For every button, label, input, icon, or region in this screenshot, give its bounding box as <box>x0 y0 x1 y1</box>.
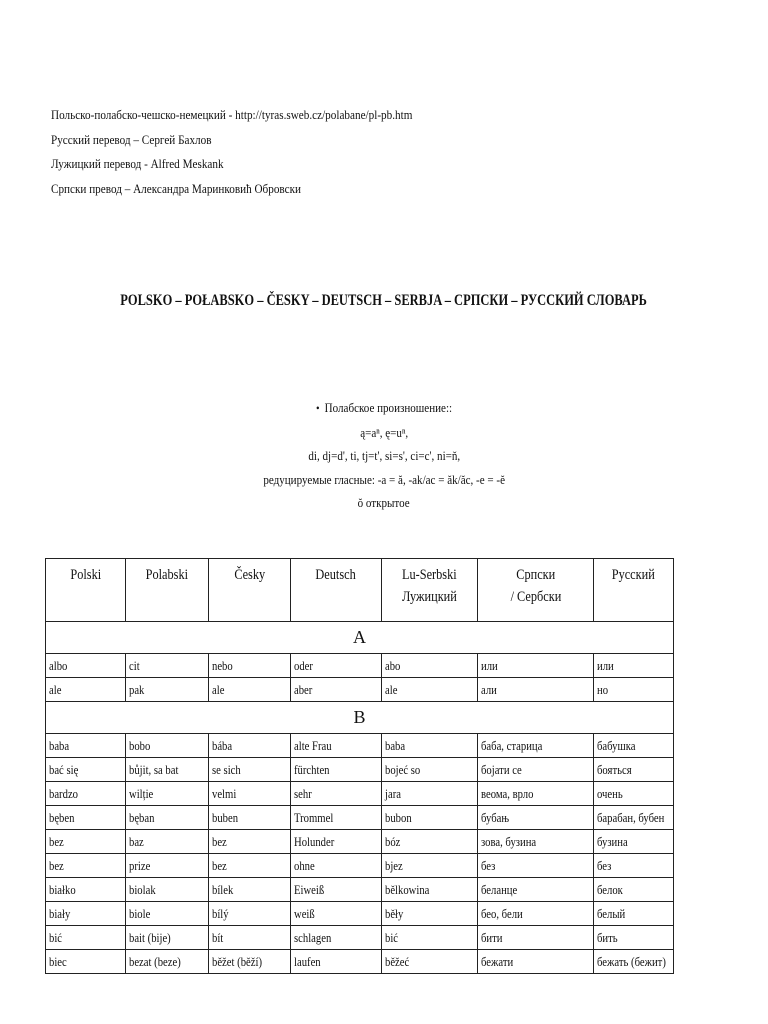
table-cell <box>209 654 291 678</box>
cell-text: бубањ <box>481 810 510 825</box>
table-cell <box>478 902 594 926</box>
table-cell <box>478 950 594 974</box>
table-cell <box>209 758 291 782</box>
cell-text: очень <box>597 786 623 801</box>
cell-text: biolak <box>129 882 156 897</box>
table-cell <box>594 854 674 878</box>
cell-text: бити <box>481 930 503 945</box>
cell-text: laufen <box>294 954 321 969</box>
cell-text: без <box>481 858 496 873</box>
table-cell <box>46 878 126 902</box>
column-header-label: Русский <box>611 567 656 583</box>
table-cell <box>46 854 126 878</box>
table-cell <box>291 902 382 926</box>
table-cell <box>46 654 126 678</box>
cell-text: baz <box>129 834 144 849</box>
cell-text: ale <box>212 682 225 697</box>
cell-text: wilție <box>129 786 154 801</box>
table-cell <box>126 654 209 678</box>
table-cell <box>478 878 594 902</box>
table-cell <box>209 806 291 830</box>
table-cell <box>291 782 382 806</box>
cell-text: bobo <box>129 738 151 753</box>
cell-text: или <box>597 658 614 673</box>
table-cell <box>46 830 126 854</box>
table-cell <box>382 782 478 806</box>
table-cell <box>382 830 478 854</box>
table-cell <box>594 878 674 902</box>
table-row <box>46 654 674 678</box>
table-cell <box>478 782 594 806</box>
cell-text: baba <box>385 738 406 753</box>
cell-text: bílý <box>212 906 229 921</box>
table-cell <box>478 654 594 678</box>
table-cell <box>478 734 594 758</box>
table-cell <box>209 854 291 878</box>
credit-line: Польско-полабско-чешско-немецкий - http://tyras.sweb.cz/polabane/pl-pb.htm <box>51 107 413 122</box>
table-cell <box>126 782 209 806</box>
table-cell <box>126 878 209 902</box>
cell-text: зова, бузина <box>481 834 537 849</box>
cell-text: pak <box>129 682 145 697</box>
column-header-label: Deutsch <box>315 567 357 583</box>
cell-text: bělkowina <box>385 882 430 897</box>
cell-text: weiß <box>294 906 315 921</box>
cell-text: bojeć so <box>385 762 421 777</box>
table-cell <box>46 782 126 806</box>
column-header <box>594 559 674 622</box>
table-cell <box>46 734 126 758</box>
table-cell <box>594 678 674 702</box>
cell-text: baba <box>49 738 70 753</box>
cell-text: bić <box>385 930 399 945</box>
table-cell <box>382 854 478 878</box>
cell-text: барабан, бубен <box>597 810 665 825</box>
table-cell <box>291 806 382 830</box>
cell-text: бежати <box>481 954 514 969</box>
cell-text: бежать (бежит) <box>597 954 666 969</box>
table-cell <box>46 950 126 974</box>
table-cell <box>209 926 291 950</box>
cell-text: biały <box>49 906 71 921</box>
cell-text: biole <box>129 906 151 921</box>
table-cell <box>594 758 674 782</box>
table-cell <box>594 782 674 806</box>
section-letter: B <box>46 702 674 734</box>
table-cell <box>291 678 382 702</box>
table-cell <box>46 902 126 926</box>
table-cell <box>594 734 674 758</box>
cell-text: bardzo <box>49 786 79 801</box>
cell-text: se sich <box>212 762 241 777</box>
cell-text: Eiweiß <box>294 882 325 897</box>
table-cell <box>126 854 209 878</box>
table-cell <box>209 678 291 702</box>
pronunciation-line: ą=aⁿ, ę=uⁿ, <box>360 424 408 440</box>
cell-text: белый <box>597 906 626 921</box>
column-header <box>382 559 478 622</box>
table-row <box>46 902 674 926</box>
table-row <box>46 950 674 974</box>
section-letter-row <box>46 622 674 654</box>
cell-text: bába <box>212 738 233 753</box>
cell-text: бояться <box>597 762 632 777</box>
cell-text: bęban <box>129 810 155 825</box>
table-cell <box>382 950 478 974</box>
cell-text: bez <box>212 858 227 873</box>
cell-text: bait (bije) <box>129 930 171 945</box>
table-cell <box>382 878 478 902</box>
column-header <box>209 559 291 622</box>
cell-text: biec <box>49 954 67 969</box>
bullet-icon: • <box>315 401 320 415</box>
column-header-label: Lu-Serbski <box>402 567 457 583</box>
cell-text: jara <box>385 786 401 801</box>
table-cell <box>126 806 209 830</box>
table-cell <box>594 806 674 830</box>
cell-text: białko <box>49 882 76 897</box>
cell-text: bjez <box>385 858 403 873</box>
cell-text: bubon <box>385 810 412 825</box>
cell-text: sehr <box>294 786 312 801</box>
table-row <box>46 806 674 830</box>
cell-text: Trommel <box>294 810 334 825</box>
pronunciation-notes <box>0 396 768 515</box>
table-cell <box>46 678 126 702</box>
cell-text: беланце <box>481 882 518 897</box>
cell-text: abo <box>385 658 401 673</box>
cell-text: bóz <box>385 834 401 849</box>
table-cell <box>291 854 382 878</box>
table-cell <box>126 902 209 926</box>
table-cell <box>594 950 674 974</box>
table-cell <box>382 902 478 926</box>
table-cell <box>46 926 126 950</box>
table-cell <box>382 678 478 702</box>
cell-text: ale <box>49 682 62 697</box>
cell-text: nebo <box>212 658 233 673</box>
cell-text: бить <box>597 930 618 945</box>
cell-text: bez <box>49 858 64 873</box>
cell-text: běžet (běží) <box>212 954 263 969</box>
table-cell <box>382 926 478 950</box>
table-row <box>46 678 674 702</box>
table-cell <box>382 734 478 758</box>
table-row <box>46 830 674 854</box>
credit-line: Српски превод – Александра Маринковић Обровски <box>51 180 302 196</box>
table-cell <box>126 678 209 702</box>
column-header-label: Polski <box>70 567 101 583</box>
column-header <box>478 559 594 622</box>
cell-text: веома, врло <box>481 786 534 801</box>
cell-text: buben <box>212 810 239 825</box>
table-cell <box>594 830 674 854</box>
cell-text: velmi <box>212 786 237 801</box>
table-cell <box>478 678 594 702</box>
table-cell <box>209 878 291 902</box>
pronunciation-line: редуцируемые гласные: -a = ă, -ak/ac = ăk/ăc, -e = -ĕ <box>263 471 505 487</box>
column-header-label: / Сербски <box>510 589 561 605</box>
table-cell <box>382 806 478 830</box>
cell-text: bez <box>212 834 227 849</box>
cell-text: alte Frau <box>294 738 332 753</box>
column-header-label: Српски <box>516 567 555 583</box>
table-cell <box>594 926 674 950</box>
table-cell <box>382 654 478 678</box>
cell-text: ale <box>385 682 398 697</box>
cell-text: bić <box>49 930 63 945</box>
table-cell <box>594 654 674 678</box>
cell-text: или <box>481 658 498 673</box>
table-cell <box>209 734 291 758</box>
document-title <box>0 292 768 310</box>
column-header-label: Česky <box>234 567 265 583</box>
cell-text: schlagen <box>294 930 332 945</box>
credit-line: Лужицкий перевод - Alfred Meskank <box>51 156 224 171</box>
table-cell <box>126 926 209 950</box>
column-header-label: Лужицкий <box>402 589 457 605</box>
table-row <box>46 758 674 782</box>
pronunciation-line: di, dj=d', ti, tj=t', si=s', ci=c', ni=ň, <box>308 448 460 463</box>
table-cell <box>291 654 382 678</box>
cell-text: prize <box>129 858 151 873</box>
cell-text: bít <box>212 930 224 945</box>
cell-text: oder <box>294 658 313 673</box>
cell-text: bać się <box>49 762 79 777</box>
cell-text: bęben <box>49 810 75 825</box>
cell-text: bez <box>49 834 64 849</box>
document-title-text: POLSKO – POŁABSKO – ČESKY – DEUTSCH – SERBJA – СРПСКИ – РУССКИЙ СЛОВАРЬ <box>120 292 648 309</box>
table-cell <box>291 734 382 758</box>
credit-line: Русский перевод – Сергей Бахлов <box>51 131 212 147</box>
column-header <box>291 559 382 622</box>
cell-text: бојати се <box>481 762 522 777</box>
table-cell <box>209 902 291 926</box>
table-cell <box>291 758 382 782</box>
cell-text: bezat (beze) <box>129 954 181 969</box>
cell-text: баба, старица <box>481 738 543 753</box>
pronunciation-heading: Полабское произношение:: <box>324 400 453 415</box>
cell-text: Holunder <box>294 834 335 849</box>
cell-text: běły <box>385 906 404 921</box>
cell-text: бабушка <box>597 738 636 753</box>
pronunciation-line: ŏ открытое <box>357 495 411 510</box>
cell-text: cit <box>129 658 140 673</box>
cell-text: bůjit, sa bat <box>129 762 179 777</box>
table-cell <box>291 878 382 902</box>
table-cell <box>594 902 674 926</box>
table-cell <box>478 806 594 830</box>
table-cell <box>126 734 209 758</box>
table-cell <box>478 854 594 878</box>
table-cell <box>382 758 478 782</box>
header-row <box>46 559 674 622</box>
cell-text: bílek <box>212 882 234 897</box>
cell-text: ohne <box>294 858 315 873</box>
table-cell <box>46 806 126 830</box>
table-cell <box>209 782 291 806</box>
table-cell <box>126 950 209 974</box>
table-cell <box>291 830 382 854</box>
table-cell <box>46 758 126 782</box>
section-letter-row <box>46 702 674 734</box>
cell-text: бузина <box>597 834 628 849</box>
table-cell <box>209 830 291 854</box>
table-cell <box>291 950 382 974</box>
table-row <box>46 734 674 758</box>
cell-text: бео, бели <box>481 906 523 921</box>
cell-text: али <box>481 682 497 697</box>
table-row <box>46 782 674 806</box>
section-letter: A <box>46 622 674 654</box>
cell-text: но <box>597 682 609 697</box>
cell-text: без <box>597 858 612 873</box>
table-cell <box>126 758 209 782</box>
table-cell <box>478 926 594 950</box>
table-cell <box>478 758 594 782</box>
cell-text: albo <box>49 658 68 673</box>
cell-text: белок <box>597 882 623 897</box>
table-cell <box>209 950 291 974</box>
table-cell <box>291 926 382 950</box>
cell-text: běžeć <box>385 954 410 969</box>
table-row <box>46 854 674 878</box>
table-row <box>46 878 674 902</box>
column-header <box>126 559 209 622</box>
credits-block <box>51 103 412 201</box>
dictionary-table <box>45 558 674 974</box>
column-header <box>46 559 126 622</box>
cell-text: aber <box>294 682 313 697</box>
table-cell <box>478 830 594 854</box>
table-cell <box>126 830 209 854</box>
table-row <box>46 926 674 950</box>
column-header-label: Polabski <box>145 567 189 583</box>
cell-text: fürchten <box>294 762 330 777</box>
